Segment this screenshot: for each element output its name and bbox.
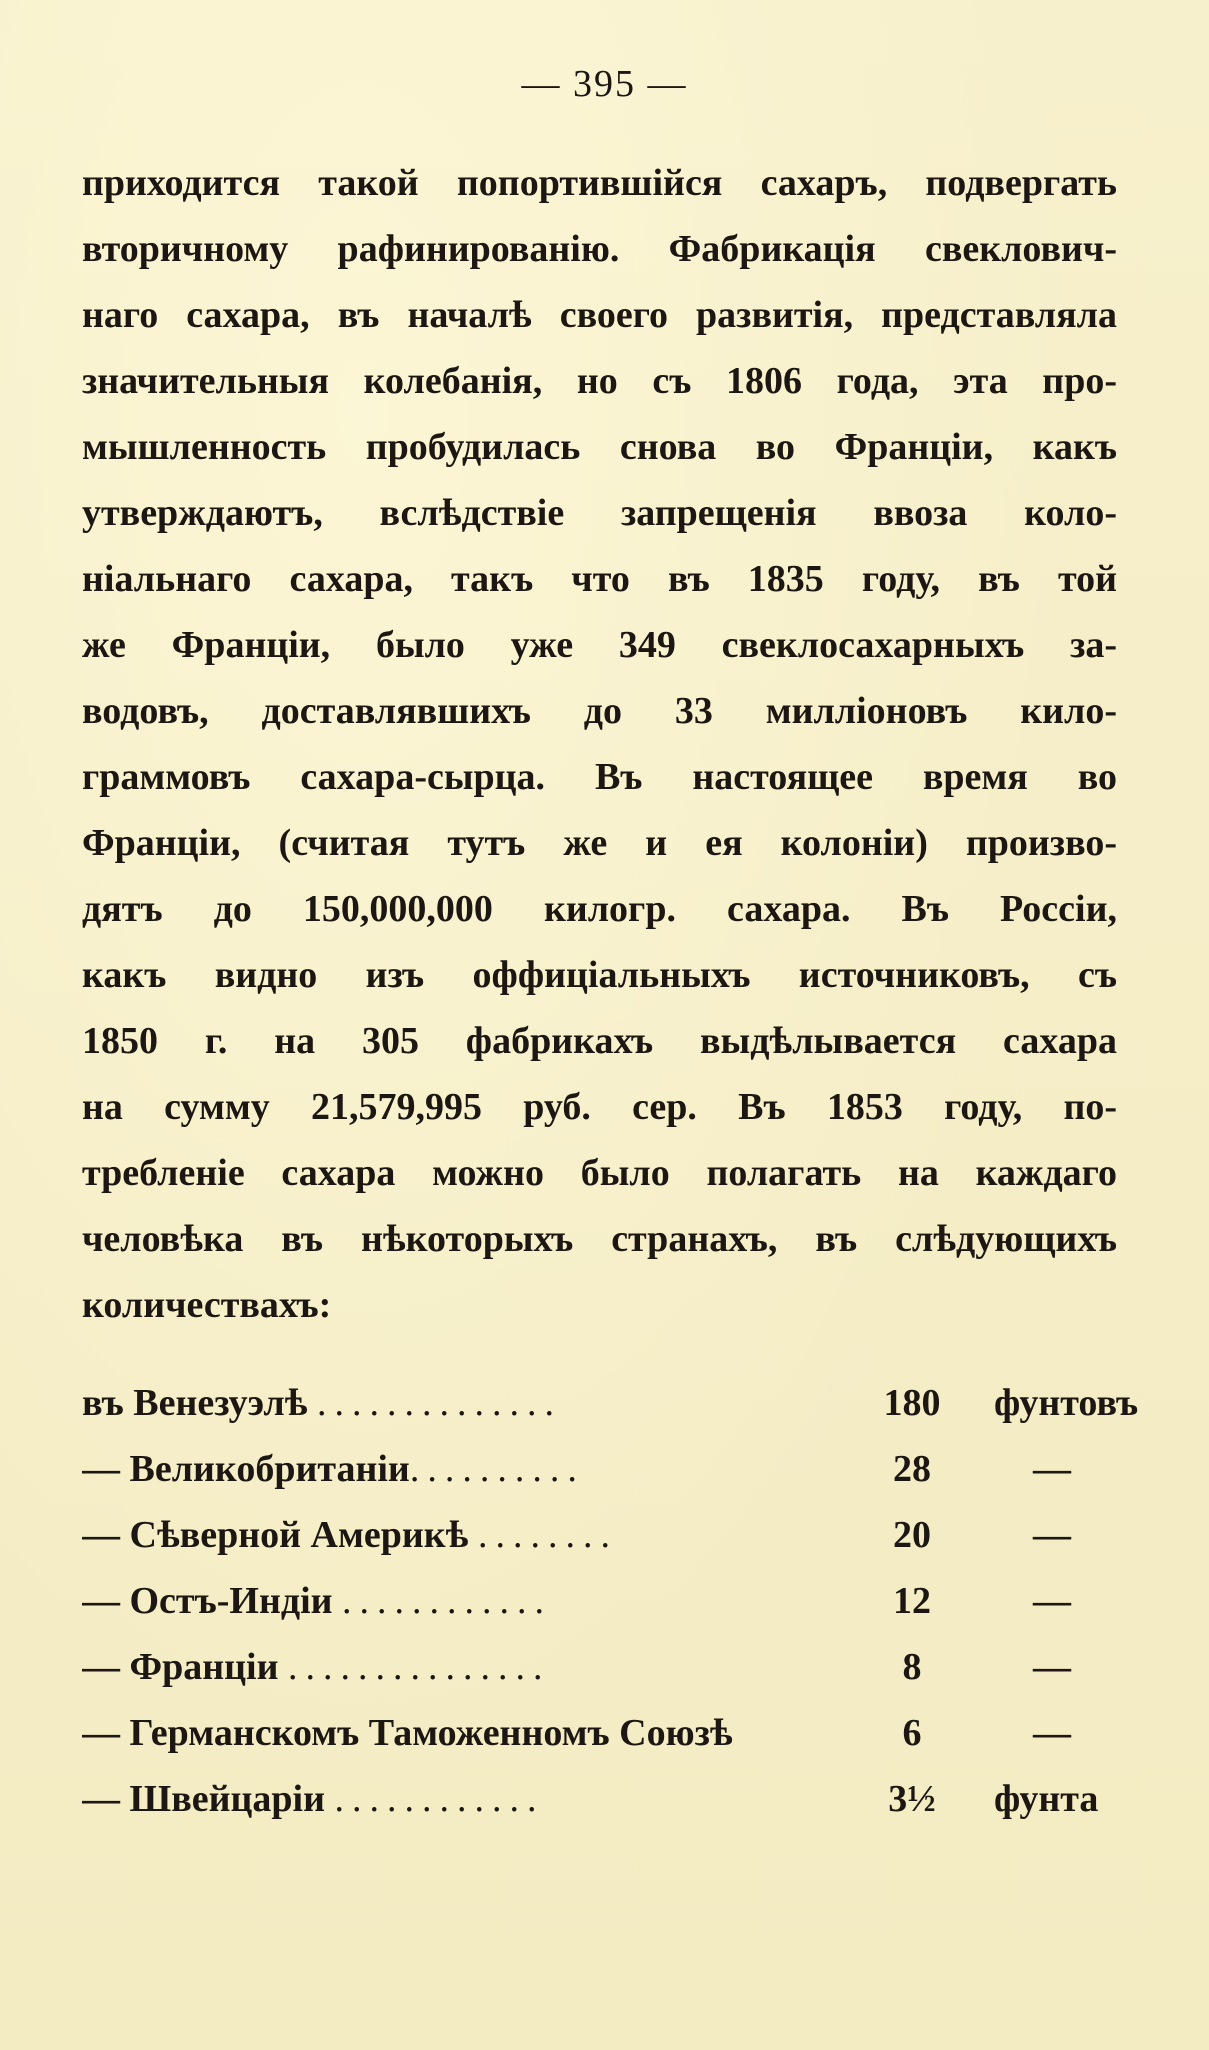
row-unit: — <box>1033 1448 1071 1490</box>
dot-leader: ........ <box>477 1514 618 1556</box>
text-line: ніальнаго сахара, такъ что въ 1835 году, въ той <box>82 558 1117 600</box>
row-prefix: — <box>82 1646 120 1688</box>
row-label <box>82 1370 822 1436</box>
text-line: же Франціи, было уже 349 свеклосахарныхъ за- <box>82 624 1117 666</box>
row-value: 6 <box>902 1712 922 1754</box>
row-prefix: — <box>82 1514 120 1556</box>
row-prefix: — <box>82 1712 120 1754</box>
row-value: 12 <box>893 1580 931 1622</box>
row-country: Великобританіи <box>129 1448 410 1490</box>
text-line: дятъ до 150,000,000 килогр. сахара. Въ Россіи, <box>82 888 1117 930</box>
row-prefix: — <box>82 1778 120 1820</box>
text-line: наго сахара, въ началѣ своего развитія, представляла <box>82 294 1117 336</box>
row-prefix: въ <box>82 1382 124 1424</box>
row-value: 28 <box>893 1448 931 1490</box>
table-row <box>82 1766 1117 1832</box>
dot-leader: .......... <box>409 1448 585 1490</box>
text-line: водовъ, доставлявшихъ до 33 милліоновъ кило- <box>82 690 1117 732</box>
text-line: 1850 г. на 305 фабрикахъ выдѣлывается сахара <box>82 1020 1117 1062</box>
row-country: Германскомъ Таможенномъ Союзѣ <box>129 1712 733 1754</box>
text-line: Франціи, (считая тутъ же и ея колоніи) произво- <box>82 822 1117 864</box>
row-unit: фунта <box>994 1778 1099 1820</box>
dot-leader: ............ <box>342 1580 553 1622</box>
dot-leader: ............ <box>334 1778 545 1820</box>
text-line: количествахъ: <box>82 1284 332 1326</box>
row-country: Остъ-Индіи <box>129 1580 333 1622</box>
row-label <box>82 1766 822 1832</box>
row-label <box>82 1568 822 1634</box>
sugar-consumption-table <box>82 1370 1139 1832</box>
text-line: на сумму 21,579,995 руб. сер. Въ 1853 году, по- <box>82 1086 1117 1128</box>
table-row <box>82 1568 1117 1634</box>
text-line: вторичному рафинированію. Фабрикація свеклович- <box>82 228 1117 270</box>
row-unit: — <box>1033 1712 1071 1754</box>
page-number: — 395 — <box>521 63 688 105</box>
text-line: приходится такой попортившійся сахаръ, подвергать <box>82 162 1117 204</box>
text-line: мышленность пробудилась снова во Франціи, какъ <box>82 426 1117 468</box>
text-line: требленіе сахара можно было полагать на каждаго <box>82 1152 1117 1194</box>
row-label <box>82 1700 822 1766</box>
text-line: граммовъ сахара-сырца. Въ настоящее время во <box>82 756 1117 798</box>
row-country: Швейцаріи <box>129 1778 325 1820</box>
paragraph <box>82 150 1117 1338</box>
dot-leader: ............... <box>288 1646 551 1688</box>
row-unit: — <box>1033 1646 1071 1688</box>
text-line: какъ видно изъ оффиціальныхъ источниковъ, съ <box>82 954 1117 996</box>
row-country: Венезуэлѣ <box>133 1382 308 1424</box>
row-label <box>82 1634 822 1700</box>
row-unit: — <box>1033 1514 1071 1556</box>
text-line: значительныя колебанія, но съ 1806 года, эта про- <box>82 360 1117 402</box>
row-value: 8 <box>902 1646 922 1688</box>
text-line: человѣка въ нѣкоторыхъ странахъ, въ слѣдующихъ <box>82 1218 1117 1260</box>
row-value: 20 <box>893 1514 931 1556</box>
row-unit: фунтовъ <box>994 1382 1139 1424</box>
row-unit: — <box>1033 1580 1071 1622</box>
row-prefix: — <box>82 1448 120 1490</box>
row-country: Сѣверной Америкѣ <box>129 1514 469 1556</box>
table-row <box>82 1502 1117 1568</box>
text-line: утверждаютъ, вслѣдствіе запрещенія ввоза коло- <box>82 492 1117 534</box>
row-prefix: — <box>82 1580 120 1622</box>
row-label <box>82 1436 822 1502</box>
row-value: 3½ <box>888 1778 936 1820</box>
row-label <box>82 1502 822 1568</box>
dot-leader: .............. <box>317 1382 563 1424</box>
table-row <box>82 1370 1139 1436</box>
row-country: Франціи <box>129 1646 279 1688</box>
row-value: 180 <box>883 1382 941 1424</box>
table-row <box>82 1634 1117 1700</box>
table-row <box>82 1436 1117 1502</box>
table-row <box>82 1700 1117 1766</box>
